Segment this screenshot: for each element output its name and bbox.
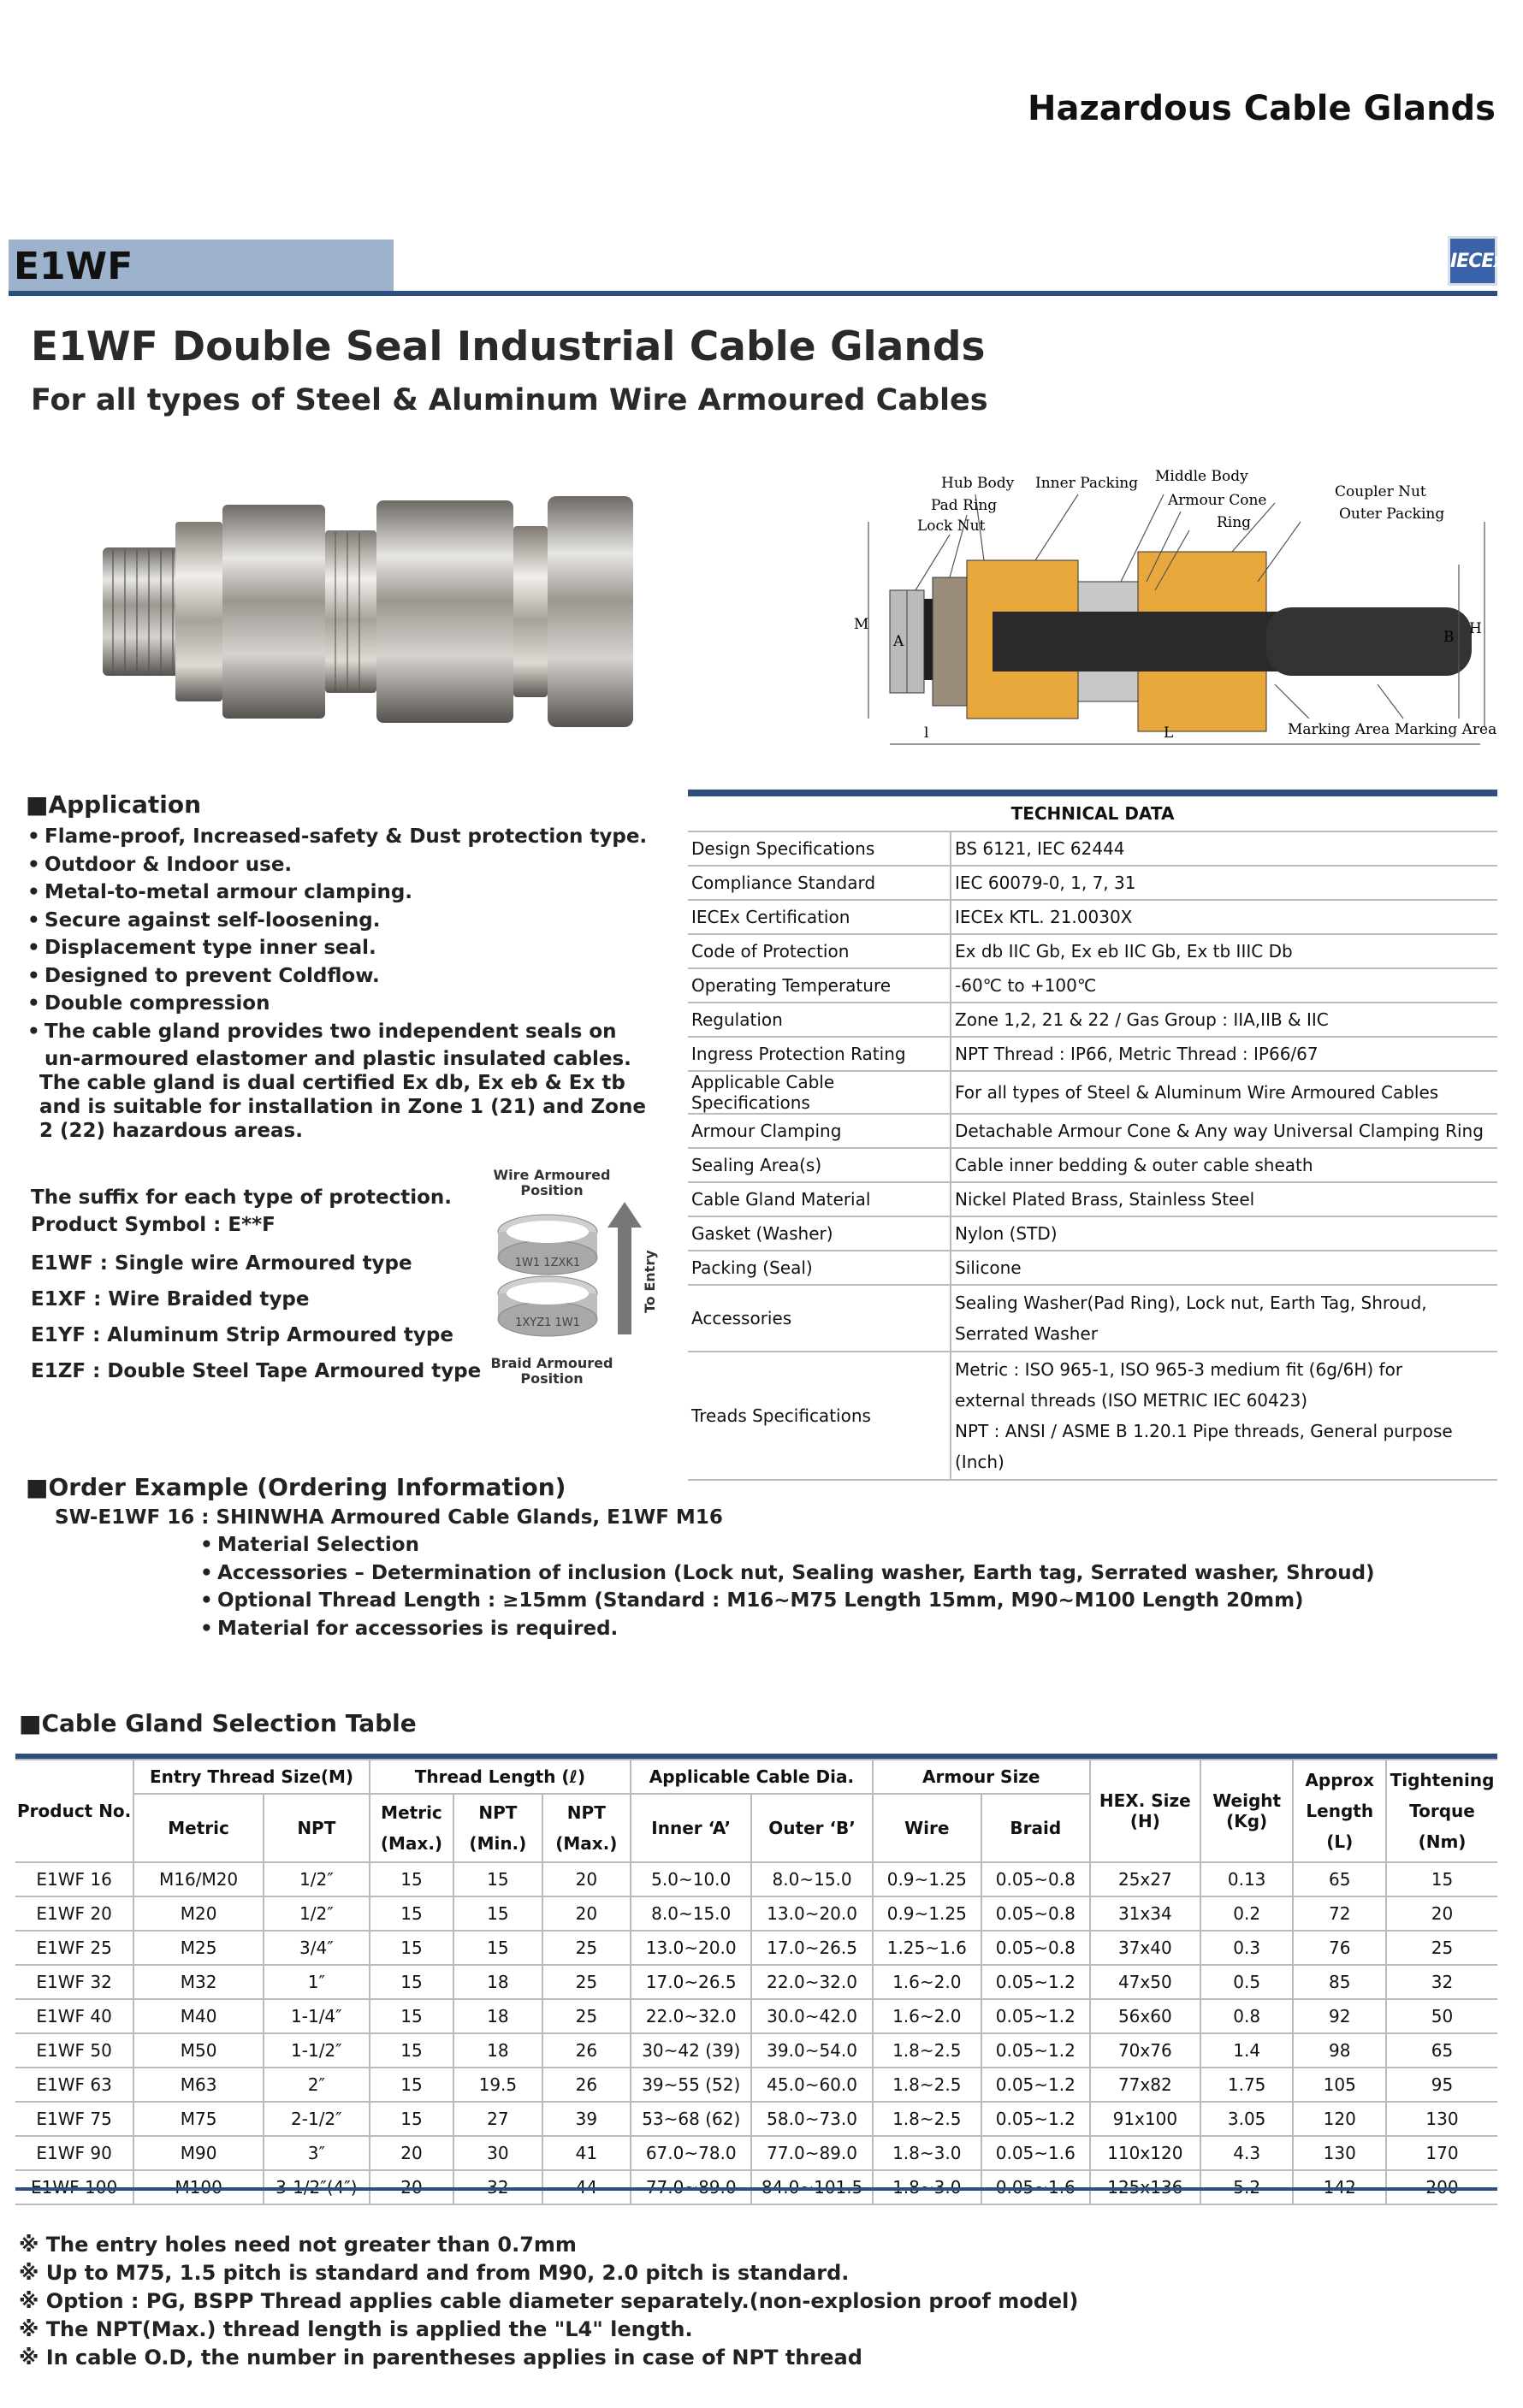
tech-value-line: NPT : ANSI / ASME B 1.20.1 Pipe threads, General purpose (Inch) bbox=[955, 1421, 1453, 1472]
table-cell: 0.05~0.8 bbox=[981, 1931, 1090, 1965]
table-cell: 0.5 bbox=[1200, 1965, 1294, 1999]
table-cell: E1WF 75 bbox=[15, 2102, 133, 2136]
tech-row bbox=[688, 831, 1497, 866]
th-torque: Tightening Torque (Nm) bbox=[1386, 1760, 1497, 1862]
tech-value-line: For all types of Steel & Aluminum Wire Armoured Cables bbox=[955, 1082, 1439, 1103]
tech-row bbox=[688, 1352, 1497, 1480]
table-cell: 39.0~54.0 bbox=[751, 2033, 872, 2068]
table-cell: 1.6~2.0 bbox=[873, 1999, 981, 2033]
table-cell: 8.0~15.0 bbox=[631, 1896, 751, 1931]
note: ※ The entry holes need not greater than 0.7mm bbox=[19, 2233, 577, 2257]
table-cell: 37x40 bbox=[1090, 1931, 1200, 1965]
table-cell: 77.0~89.0 bbox=[751, 2136, 872, 2170]
tech-value-line: Silicone bbox=[955, 1257, 1022, 1278]
table-cell: 0.05~0.8 bbox=[981, 1862, 1090, 1896]
label-lock-nut: Lock Nut bbox=[917, 518, 986, 535]
table-cell: 18 bbox=[453, 1965, 542, 1999]
table-cell: 25 bbox=[542, 1931, 631, 1965]
table-cell: 30 bbox=[453, 2136, 542, 2170]
table-cell: 13.0~20.0 bbox=[631, 1931, 751, 1965]
th-inner: Inner ‘A’ bbox=[631, 1794, 751, 1862]
th-weight: Weight (Kg) bbox=[1200, 1760, 1294, 1862]
table-cell: 2″ bbox=[264, 2068, 370, 2102]
label-hub-body: Hub Body bbox=[941, 475, 1015, 492]
tech-row bbox=[688, 1148, 1497, 1182]
braid-armoured-label: Braid Armoured Position bbox=[490, 1355, 613, 1387]
tech-key: Compliance Standard bbox=[688, 866, 951, 900]
table-cell: M90 bbox=[133, 2136, 264, 2170]
th-cable-dia: Applicable Cable Dia. bbox=[631, 1760, 873, 1794]
table-cell: 3.05 bbox=[1200, 2102, 1294, 2136]
order-item: • Optional Thread Length : ≥15mm (Standard : M16~M75 Length 15mm, M90~M100 Length 20mm) bbox=[199, 1587, 1482, 1615]
table-cell: 95 bbox=[1386, 2068, 1497, 2102]
table-cell: 15 bbox=[453, 1896, 542, 1931]
table-cell: 76 bbox=[1293, 1931, 1386, 1965]
suffix-type: E1ZF : Double Steel Tape Armoured type bbox=[31, 1360, 482, 1382]
tech-value bbox=[951, 1182, 1497, 1216]
tech-row bbox=[688, 1285, 1497, 1352]
tech-value-line: Metric : ISO 965-1, ISO 965-3 medium fit (6g/6H) for bbox=[955, 1359, 1403, 1380]
table-cell: E1WF 32 bbox=[15, 1965, 133, 1999]
tech-key: Cable Gland Material bbox=[688, 1182, 951, 1216]
table-cell: 0.2 bbox=[1200, 1896, 1294, 1931]
tech-row bbox=[688, 1071, 1497, 1114]
table-cell: 50 bbox=[1386, 1999, 1497, 2033]
label-b: B bbox=[1443, 629, 1455, 646]
table-cell: 0.13 bbox=[1200, 1862, 1294, 1896]
tech-value bbox=[951, 900, 1497, 934]
tech-value bbox=[951, 1071, 1497, 1114]
table-cell: 77x82 bbox=[1090, 2068, 1200, 2102]
label-coupler-nut: Coupler Nut bbox=[1335, 483, 1426, 500]
table-cell: 1-1/4″ bbox=[264, 1999, 370, 2033]
table-cell: 15 bbox=[453, 1931, 542, 1965]
table-cell: 8.0~15.0 bbox=[751, 1862, 872, 1896]
tech-value bbox=[951, 831, 1497, 866]
note: ※ Up to M75, 1.5 pitch is standard and from M90, 2.0 pitch is standard. bbox=[19, 2261, 850, 2285]
th-wire: Wire bbox=[873, 1794, 981, 1862]
tech-key: Packing (Seal) bbox=[688, 1251, 951, 1285]
tech-value bbox=[951, 934, 1497, 968]
table-cell: 0.3 bbox=[1200, 1931, 1294, 1965]
table-cell: M75 bbox=[133, 2102, 264, 2136]
tech-value-line: IEC 60079-0, 1, 7, 31 bbox=[955, 873, 1136, 893]
note: ※ In cable O.D, the number in parentheses applies in case of NPT thread bbox=[19, 2346, 862, 2370]
table-cell: M25 bbox=[133, 1931, 264, 1965]
tech-key: Accessories bbox=[688, 1285, 951, 1352]
label-l-small: l bbox=[924, 725, 929, 742]
tech-row bbox=[688, 934, 1497, 968]
table-cell: 1″ bbox=[264, 1965, 370, 1999]
table-cell: M63 bbox=[133, 2068, 264, 2102]
table-row bbox=[15, 1965, 1497, 1999]
table-cell: 0.05~1.2 bbox=[981, 2102, 1090, 2136]
table-cell: 13.0~20.0 bbox=[751, 1896, 872, 1931]
application-bullet: • Displacement type inner seal. bbox=[26, 934, 650, 962]
table-row bbox=[15, 1896, 1497, 1931]
tech-value-line: Nickel Plated Brass, Stainless Steel bbox=[955, 1189, 1255, 1210]
tech-heading: TECHNICAL DATA bbox=[688, 796, 1497, 831]
label-middle-body: Middle Body bbox=[1155, 468, 1248, 485]
table-cell: 1.25~1.6 bbox=[873, 1931, 981, 1965]
table-cell: 15 bbox=[370, 1896, 453, 1931]
table-cell: 98 bbox=[1293, 2033, 1386, 2068]
table-cell: 15 bbox=[370, 2033, 453, 2068]
tech-value bbox=[951, 1037, 1497, 1071]
th-entry-thread: Entry Thread Size(M) bbox=[133, 1760, 370, 1794]
table-cell: 1/2″ bbox=[264, 1896, 370, 1931]
table-cell: 0.8 bbox=[1200, 1999, 1294, 2033]
table-cell: M40 bbox=[133, 1999, 264, 2033]
th-tl-npt-max: NPT (Max.) bbox=[542, 1794, 631, 1862]
tech-key: Code of Protection bbox=[688, 934, 951, 968]
label-marking-area-2: Marking Area bbox=[1395, 721, 1497, 738]
table-cell: 58.0~73.0 bbox=[751, 2102, 872, 2136]
table-cell: 15 bbox=[453, 1862, 542, 1896]
table-cell: 1.8~3.0 bbox=[873, 2136, 981, 2170]
to-entry-label: To Entry bbox=[642, 1250, 658, 1313]
table-cell: E1WF 25 bbox=[15, 1931, 133, 1965]
label-h: H bbox=[1469, 620, 1482, 637]
technical-data-table bbox=[688, 790, 1497, 1481]
tech-row bbox=[688, 1037, 1497, 1071]
table-cell: 0.05~1.2 bbox=[981, 2033, 1090, 2068]
table-cell: 1.8~2.5 bbox=[873, 2068, 981, 2102]
table-cell: 15 bbox=[370, 1931, 453, 1965]
application-bullet: • The cable gland provides two independent seals on un-armoured elastomer and plastic insulated cables. bbox=[26, 1018, 650, 1074]
label-inner-packing: Inner Packing bbox=[1035, 475, 1139, 492]
table-cell: M32 bbox=[133, 1965, 264, 1999]
tech-key: IECEx Certification bbox=[688, 900, 951, 934]
page-header-title: Hazardous Cable Glands bbox=[1028, 89, 1496, 128]
suffix-type: E1WF : Single wire Armoured type bbox=[31, 1252, 412, 1275]
table-cell: 120 bbox=[1293, 2102, 1386, 2136]
tech-value bbox=[951, 1148, 1497, 1182]
selection-heading: ■Cable Gland Selection Table bbox=[19, 1709, 417, 1737]
th-metric: Metric bbox=[133, 1794, 264, 1862]
product-subtitle: For all types of Steel & Aluminum Wire Armoured Cables bbox=[31, 383, 988, 417]
tech-value-line: -60℃ to +100℃ bbox=[955, 975, 1097, 996]
tech-value-line: Cable inner bedding & outer cable sheath bbox=[955, 1155, 1313, 1175]
table-cell: 41 bbox=[542, 2136, 631, 2170]
product-symbol: Product Symbol : E**F bbox=[31, 1214, 276, 1236]
table-cell: 17.0~26.5 bbox=[751, 1931, 872, 1965]
table-row bbox=[15, 1862, 1497, 1896]
table-cell: 1.8~2.5 bbox=[873, 2102, 981, 2136]
table-cell: 15 bbox=[370, 2068, 453, 2102]
selection-bottom-rule bbox=[15, 2187, 1497, 2191]
tech-key: Armour Clamping bbox=[688, 1114, 951, 1148]
table-cell: 1.8~2.5 bbox=[873, 2033, 981, 2068]
table-cell: 70x76 bbox=[1090, 2033, 1200, 2068]
label-pad-ring: Pad Ring bbox=[931, 497, 998, 514]
tech-value bbox=[951, 1285, 1497, 1352]
table-cell: 3/4″ bbox=[264, 1931, 370, 1965]
table-cell: 18 bbox=[453, 1999, 542, 2033]
tech-row bbox=[688, 1182, 1497, 1216]
tech-row bbox=[688, 1003, 1497, 1037]
tech-row bbox=[688, 1251, 1497, 1285]
tech-key: Treads Specifications bbox=[688, 1352, 951, 1480]
table-row bbox=[15, 2136, 1497, 2170]
tech-value-line: NPT Thread : IP66, Metric Thread : IP66/67 bbox=[955, 1044, 1319, 1064]
tech-value-line: BS 6121, IEC 62444 bbox=[955, 838, 1125, 859]
table-cell: 30.0~42.0 bbox=[751, 1999, 872, 2033]
suffix-types bbox=[31, 1251, 481, 1395]
note: ※ The NPT(Max.) thread length is applied the "L4" length. bbox=[19, 2317, 693, 2341]
table-cell: E1WF 90 bbox=[15, 2136, 133, 2170]
product-photo bbox=[94, 479, 642, 753]
application-bullet: • Flame-proof, Increased-safety & Dust protection type. bbox=[26, 823, 650, 851]
table-cell: 65 bbox=[1386, 2033, 1497, 2068]
tech-value bbox=[951, 866, 1497, 900]
tech-row bbox=[688, 1216, 1497, 1251]
application-bullet: • Metal-to-metal armour clamping. bbox=[26, 879, 650, 907]
th-npt: NPT bbox=[264, 1794, 370, 1862]
th-hex: HEX. Size (H) bbox=[1090, 1760, 1200, 1862]
order-item: • Accessories – Determination of inclusion (Lock nut, Sealing washer, Earth tag, Serrated washer, Shroud) bbox=[199, 1559, 1482, 1588]
tech-value-line: Ex db IIC Gb, Ex eb IIC Gb, Ex tb IIIC Db bbox=[955, 941, 1293, 961]
table-cell: 1.75 bbox=[1200, 2068, 1294, 2102]
table-cell: 85 bbox=[1293, 1965, 1386, 1999]
product-code: E1WF bbox=[14, 245, 133, 288]
table-cell: 20 bbox=[542, 1896, 631, 1931]
tech-value-line: Serrated Washer bbox=[955, 1323, 1098, 1344]
table-cell: 26 bbox=[542, 2068, 631, 2102]
suffix-type: E1XF : Wire Braided type bbox=[31, 1288, 310, 1310]
wire-armoured-label: Wire Armoured Position bbox=[493, 1167, 611, 1198]
th-product-no: Product No. bbox=[15, 1760, 133, 1862]
tech-top-rule bbox=[688, 790, 1497, 796]
table-cell: 105 bbox=[1293, 2068, 1386, 2102]
table-cell: 22.0~32.0 bbox=[751, 1965, 872, 1999]
th-tl-npt-min: NPT (Min.) bbox=[453, 1794, 542, 1862]
label-armour-cone: Armour Cone bbox=[1168, 492, 1267, 509]
table-cell: E1WF 50 bbox=[15, 2033, 133, 2068]
table-cell: 15 bbox=[370, 2102, 453, 2136]
table-cell: 0.05~1.2 bbox=[981, 1999, 1090, 2033]
table-cell: 31x34 bbox=[1090, 1896, 1200, 1931]
table-cell: 1-1/2″ bbox=[264, 2033, 370, 2068]
label-l-big: L bbox=[1164, 725, 1174, 742]
tech-value bbox=[951, 1114, 1497, 1148]
table-cell: 0.05~1.6 bbox=[981, 2136, 1090, 2170]
table-cell: 0.05~1.2 bbox=[981, 2068, 1090, 2102]
order-item: • Material for accessories is required. bbox=[199, 1615, 1482, 1643]
th-tl-metric: Metric (Max.) bbox=[370, 1794, 453, 1862]
th-braid: Braid bbox=[981, 1794, 1090, 1862]
table-row bbox=[15, 1931, 1497, 1965]
application-bullet: • Double compression bbox=[26, 990, 650, 1018]
application-bullet: • Secure against self-loosening. bbox=[26, 907, 650, 935]
table-row bbox=[15, 1999, 1497, 2033]
table-row bbox=[15, 2102, 1497, 2136]
tech-row bbox=[688, 866, 1497, 900]
tech-value bbox=[951, 1251, 1497, 1285]
th-outer: Outer ‘B’ bbox=[751, 1794, 872, 1862]
table-cell: 30~42 (39) bbox=[631, 2033, 751, 2068]
order-heading: ■Order Example (Ordering Information) bbox=[26, 1473, 566, 1501]
label-ring: Ring bbox=[1217, 514, 1252, 531]
tech-key: Design Specifications bbox=[688, 831, 951, 866]
ring-top-text: 1W1 1ZXK1 bbox=[514, 1257, 581, 1269]
table-cell: E1WF 20 bbox=[15, 1896, 133, 1931]
tech-value-line: external threads (ISO METRIC IEC 60423) bbox=[955, 1390, 1307, 1411]
table-cell: 0.05~0.8 bbox=[981, 1896, 1090, 1931]
tech-value bbox=[951, 1003, 1497, 1037]
table-cell: 110x120 bbox=[1090, 2136, 1200, 2170]
product-title: E1WF Double Seal Industrial Cable Glands bbox=[31, 323, 986, 370]
table-cell: 170 bbox=[1386, 2136, 1497, 2170]
tech-key: Ingress Protection Rating bbox=[688, 1037, 951, 1071]
table-cell: 56x60 bbox=[1090, 1999, 1200, 2033]
table-cell: 25 bbox=[542, 1965, 631, 1999]
table-cell: 25 bbox=[542, 1999, 631, 2033]
table-cell: 45.0~60.0 bbox=[751, 2068, 872, 2102]
order-list bbox=[199, 1531, 1482, 1642]
table-cell: 32 bbox=[1386, 1965, 1497, 1999]
th-length: Approx Length (L) bbox=[1293, 1760, 1386, 1862]
label-a: A bbox=[893, 633, 904, 650]
table-cell: 53~68 (62) bbox=[631, 2102, 751, 2136]
iecex-logo: IECEx bbox=[1448, 236, 1497, 286]
label-m: M bbox=[854, 616, 869, 633]
table-cell: 5.0~10.0 bbox=[631, 1862, 751, 1896]
suffix-intro: The suffix for each type of protection. bbox=[31, 1186, 453, 1209]
table-cell: 25x27 bbox=[1090, 1862, 1200, 1896]
cutaway-diagram bbox=[821, 462, 1497, 761]
tech-value-line: Zone 1,2, 21 & 22 / Gas Group : IIA,IIB & IIC bbox=[955, 1009, 1329, 1030]
tech-value bbox=[951, 1216, 1497, 1251]
order-item: • Material Selection bbox=[199, 1531, 1482, 1559]
table-cell: 92 bbox=[1293, 1999, 1386, 2033]
table-cell: 130 bbox=[1386, 2102, 1497, 2136]
table-cell: M20 bbox=[133, 1896, 264, 1931]
table-cell: 15 bbox=[1386, 1862, 1497, 1896]
tech-value-line: Sealing Washer(Pad Ring), Lock nut, Earth Tag, Shroud, bbox=[955, 1293, 1427, 1313]
table-cell: 19.5 bbox=[453, 2068, 542, 2102]
tech-value-line: Detachable Armour Cone & Any way Universal Clamping Ring bbox=[955, 1121, 1484, 1141]
tech-key: Regulation bbox=[688, 1003, 951, 1037]
tech-key: Sealing Area(s) bbox=[688, 1148, 951, 1182]
table-cell: 130 bbox=[1293, 2136, 1386, 2170]
table-cell: 1.4 bbox=[1200, 2033, 1294, 2068]
tech-key: Applicable Cable Specifications bbox=[688, 1071, 951, 1114]
table-cell: 25 bbox=[1386, 1931, 1497, 1965]
order-example: SW-E1WF 16 : SHINWHA Armoured Cable Glands, E1WF M16 bbox=[55, 1506, 723, 1529]
table-cell: 27 bbox=[453, 2102, 542, 2136]
code-bar-rule bbox=[9, 291, 1497, 296]
table-cell: E1WF 40 bbox=[15, 1999, 133, 2033]
tech-value-line: Nylon (STD) bbox=[955, 1223, 1058, 1244]
note: ※ Option : PG, BSPP Thread applies cable diameter separately.(non-explosion proof model) bbox=[19, 2289, 1079, 2313]
table-cell: 26 bbox=[542, 2033, 631, 2068]
th-thread-length: Thread Length (ℓ) bbox=[370, 1760, 631, 1794]
application-bullet: • Outdoor & Indoor use. bbox=[26, 851, 650, 879]
tech-key: Operating Temperature bbox=[688, 968, 951, 1003]
table-cell: 15 bbox=[370, 1862, 453, 1896]
suffix-type: E1YF : Aluminum Strip Armoured type bbox=[31, 1324, 453, 1346]
table-cell: M50 bbox=[133, 2033, 264, 2068]
table-cell: 39~55 (52) bbox=[631, 2068, 751, 2102]
table-cell: 15 bbox=[370, 1965, 453, 1999]
tech-row bbox=[688, 900, 1497, 934]
table-cell: 20 bbox=[1386, 1896, 1497, 1931]
table-cell: E1WF 63 bbox=[15, 2068, 133, 2102]
table-cell: 4.3 bbox=[1200, 2136, 1294, 2170]
table-cell: 0.05~1.2 bbox=[981, 1965, 1090, 1999]
application-heading: ■Application bbox=[26, 790, 202, 819]
tech-value-line: IECEx KTL. 21.0030X bbox=[955, 907, 1133, 927]
tech-key: Gasket (Washer) bbox=[688, 1216, 951, 1251]
tech-value bbox=[951, 1352, 1497, 1480]
label-outer-packing: Outer Packing bbox=[1339, 506, 1445, 523]
table-cell: 1.6~2.0 bbox=[873, 1965, 981, 1999]
tech-row bbox=[688, 968, 1497, 1003]
table-cell: 47x50 bbox=[1090, 1965, 1200, 1999]
table-cell: 18 bbox=[453, 2033, 542, 2068]
table-cell: 67.0~78.0 bbox=[631, 2136, 751, 2170]
table-cell: 22.0~32.0 bbox=[631, 1999, 751, 2033]
label-marking-area-1: Marking Area bbox=[1288, 721, 1390, 738]
notes bbox=[19, 2231, 1078, 2372]
table-cell: 65 bbox=[1293, 1862, 1386, 1896]
table-cell: 72 bbox=[1293, 1896, 1386, 1931]
table-cell: M16/M20 bbox=[133, 1862, 264, 1896]
table-cell: 91x100 bbox=[1090, 2102, 1200, 2136]
table-cell: 2-1/2″ bbox=[264, 2102, 370, 2136]
table-row bbox=[15, 2068, 1497, 2102]
table-cell: E1WF 16 bbox=[15, 1862, 133, 1896]
table-row bbox=[15, 2033, 1497, 2068]
table-cell: 0.9~1.25 bbox=[873, 1862, 981, 1896]
application-bullet: • Designed to prevent Coldflow. bbox=[26, 962, 650, 991]
th-armour: Armour Size bbox=[873, 1760, 1090, 1794]
table-cell: 3″ bbox=[264, 2136, 370, 2170]
tech-value bbox=[951, 968, 1497, 1003]
table-cell: 1/2″ bbox=[264, 1862, 370, 1896]
application-paragraph: The cable gland is dual certified Ex db, Ex eb & Ex tb and is suitable for installation in Zone 1 (21) and Zone 2 (22) hazardous areas. bbox=[39, 1072, 646, 1142]
table-cell: 15 bbox=[370, 1999, 453, 2033]
table-cell: 0.9~1.25 bbox=[873, 1896, 981, 1931]
ring-bottom-text: 1XYZ1 1W1 bbox=[515, 1316, 580, 1329]
tech-row bbox=[688, 1114, 1497, 1148]
product-code-bar bbox=[0, 240, 1505, 294]
table-cell: 20 bbox=[542, 1862, 631, 1896]
table-cell: 39 bbox=[542, 2102, 631, 2136]
selection-table bbox=[15, 1754, 1497, 2205]
table-cell: 20 bbox=[370, 2136, 453, 2170]
table-cell: 17.0~26.5 bbox=[631, 1965, 751, 1999]
to-entry-arrow bbox=[607, 1202, 642, 1334]
application-list bbox=[26, 823, 650, 1074]
